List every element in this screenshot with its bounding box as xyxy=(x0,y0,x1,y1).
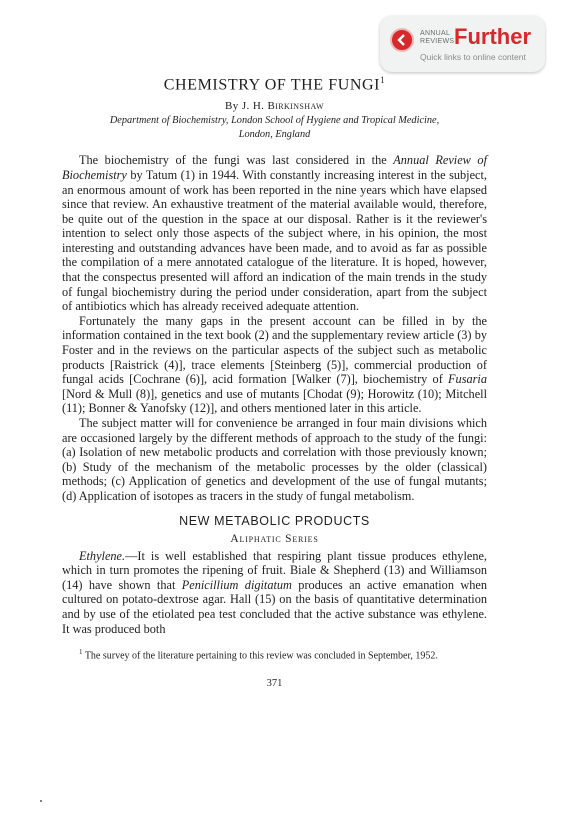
subsection-heading: Aliphatic Series xyxy=(230,532,319,545)
paragraph-ethylene: Ethylene.—It is well established that respiring plant tissue produces ethylene, which in turn promotes the ripening of fruit. Biale & Shepherd (13) and Williamson (14) have shown that Penicillium digitatum produces an active emanation when cultured on potato-dextrose agar. Hall (15) on the basis of quantitative determination and by use of the etiolated pea test concluded that the active substance was ethylene. It was produced both xyxy=(62,548,487,636)
author-name: J. H. Birkinshaw xyxy=(241,100,324,113)
paragraph-sources: Fortunately the many gaps in the present account can be filled in by the information contained in the text book (2) and the supplementary review article (3) by Foster and in the reviews on the particular aspects of the subject such as metabolic products [Raistrick (4)], trace elements [Steinberg (5)], commercial production of fungal acids [Cochrane (6)], acid formation [Walker (7)], biochemistry of Fusaria [Nord & Mull (8)], genetics and use of mutants [Chodat (9); Horowitz (10); Mitchell (11); Bonner & Yanofsky (12)], and others mentioned later in this article. xyxy=(62,313,487,416)
affiliation: Department of Biochemistry, London School of Hygiene and Tropical Medicine, London, England xyxy=(109,115,440,141)
annual-reviews-logo-text: ANNUAL REVIEWS xyxy=(420,30,455,45)
further-badge[interactable] xyxy=(380,16,545,72)
paragraph-divisions: The subject matter will for convenience be arranged in four main divisions which are occasioned largely by the different methods of approach to the study of the fungi: (a) Isolation of new metabolic products and correlation with those previously known; (b) Study of the mechanism of the metabolic processes by the older (classical) methods; (c) Application of genetics and development of the use of fungal mutants; (d) Application of isotopes as tracers in the study of fungal metabolism. xyxy=(62,416,487,503)
section-heading: NEW METABOLIC PRODUCTS xyxy=(179,513,370,528)
author-line: By J. H. Birkinshaw xyxy=(225,100,324,113)
further-label: Further xyxy=(454,24,531,49)
scan-mark xyxy=(40,800,42,802)
play-arrow-icon xyxy=(390,28,414,52)
article-title: CHEMISTRY OF THE FUNGI$^1$ xyxy=(163,75,386,94)
paragraph-intro: The biochemistry of the fungi was last considered in the Annual Review of Biochemistry by Tatum (1) in 1944. With constantly increasing interest in the subject, an enormous amount of work has been reported in the nine years which have elapsed since that review. An exhaustive treatment of the material available would, therefore, be quite out of the question in the space at our disposal. Rather is it the reviewer's intention to select only those aspects of the subject where, in his opinion, the most interesting and outstanding advances have been made, and to avoid as far as possible the compilation of a mere annotated catalogue of the literature. It is hoped, however, that the conspectus presented will afford an indication of the main trends in the study of fungal biochemistry during the period under consideration, apart from the subject of antibiotics which has already received adequate attention. xyxy=(62,153,487,314)
page-number: 371 xyxy=(266,678,283,690)
title-footnote-mark: 1 xyxy=(380,75,386,85)
footnote: $^1$ The survey of the literature pertaining to this review was concluded in September, 1952. xyxy=(79,648,438,662)
article-page xyxy=(62,70,487,689)
quick-links-label: Quick links to online content xyxy=(420,52,526,62)
